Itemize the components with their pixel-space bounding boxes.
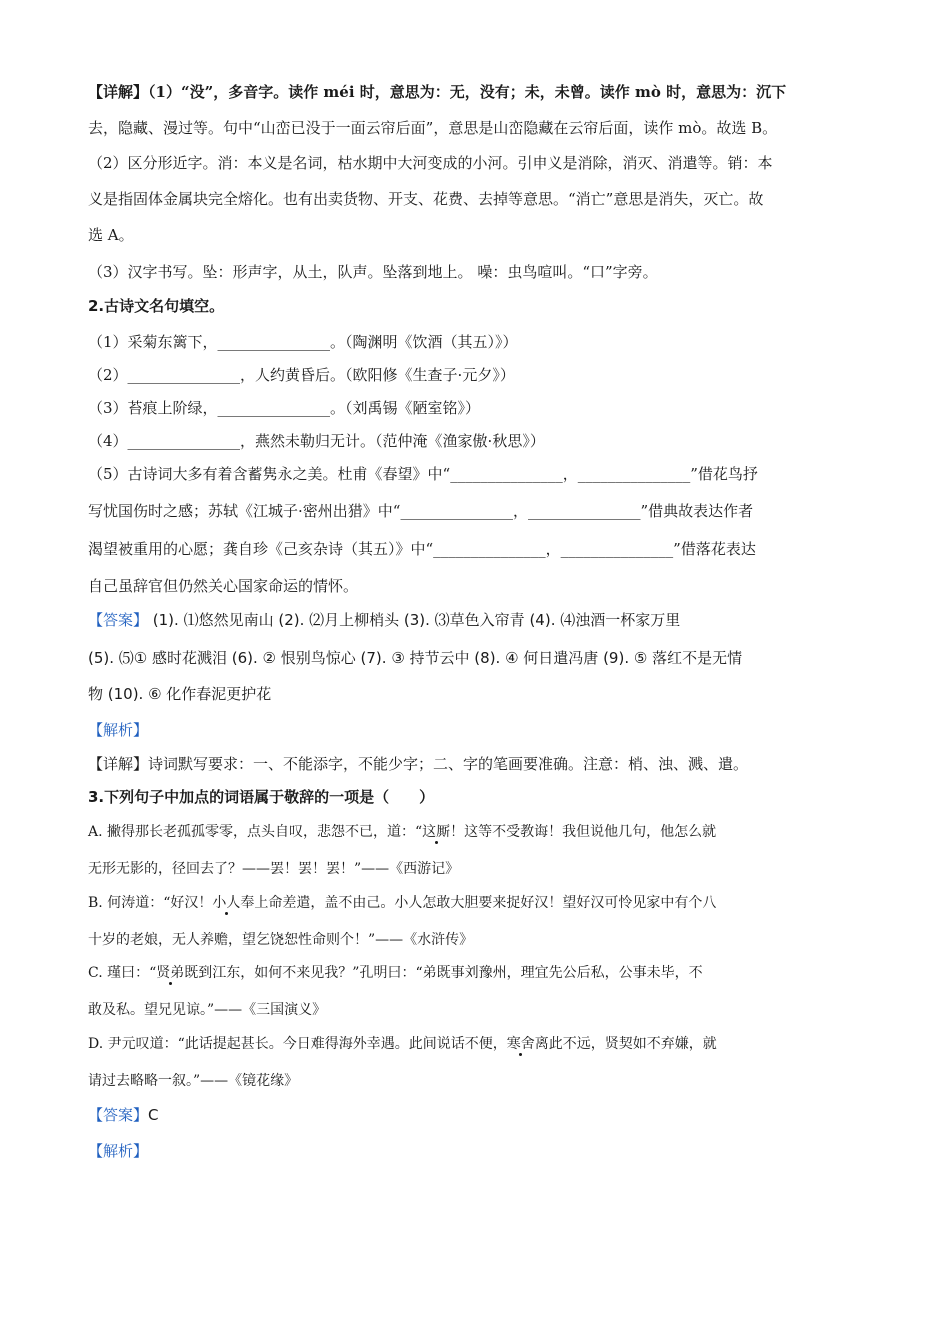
detail-line: 选 A。 [88, 226, 134, 244]
poem-item: （1）采菊东篱下，_______________。（陶渊明《饮酒（其五）》） [88, 333, 518, 351]
detail-line: 义是指固体金属块完全熔化。也有出卖货物、开支、花费、去掉等意思。“消亡”意思是消失，灭亡。故 [88, 190, 764, 208]
option-b-cont: 十岁的老娘，无人养赡，望乞饶恕性命则个！”——《水浒传》 [88, 932, 474, 948]
detail-line: （2）区分形近字。消：本义是名词，枯水期中大河变成的小河。引申义是消除，消灭、消遣等。销：本 [88, 154, 773, 172]
answer-line: (5). ⑸① 感时花溅泪 (6). ② 恨别鸟惊心 (7). ③ 持节云中 (8). ④ 何日遣冯唐 (9). ⑤ 落红不是无情 [88, 649, 743, 667]
option-c: C. 瑾曰：“贤弟既到江东，如何不来见我？”孔明曰：“弟既事刘豫州，理宜先公后私，公事未毕，不 [88, 965, 703, 981]
poem-item: （4）_______________，燕然未勒归无计。（范仲淹《渔家傲·秋思》） [88, 432, 545, 450]
answer-tag: 【答案】 [88, 1106, 149, 1124]
poem-item: 写忧国伤时之感；苏轼《江城子·密州出猎》中“_______________，_______________”借典故表达作者 [88, 502, 754, 520]
poem-item: （3）苔痕上阶绿，_______________。（刘禹锡《陋室铭》） [88, 399, 481, 417]
analysis-tag: 【解析】 [88, 1142, 149, 1160]
poem-item: 自己虽辞官但仍然关心国家命运的情怀。 [88, 577, 359, 595]
poem-item: 渴望被重用的心愿；龚自珍《己亥杂诗（其五）》中“_______________，_______________”借落花表达 [88, 540, 756, 558]
dotted-word: 这厮 [422, 824, 451, 840]
option-a: A. 撇得那长老孤孤零零，点头自叹，悲怨不已，道：“这厮！这等不受教诲！我但说他几句，他怎么就 [88, 824, 717, 840]
option-d: D. 尹元叹道：“此话提起甚长。今日难得海外幸遇。此间说话不便，寒舍离此不远，贤契如不弃嫌，就 [88, 1036, 717, 1052]
answer-line: 【答案】C [88, 1106, 159, 1124]
question-3-title: 3.下列句子中加点的词语属于敬辞的一项是（ ） [88, 788, 435, 806]
poem-item: （5）古诗词大多有着含蓄隽永之美。杜甫《春望》中“_______________，_______________”借花鸟抒 [88, 465, 758, 483]
detail-line: 【详解】诗词默写要求：一、不能添字，不能少字；二、字的笔画要准确。注意：梢、浊、溅、遣。 [88, 755, 749, 773]
detail-line: 去，隐藏、漫过等。句中“山峦已没于一面云帘后面”，意思是山峦隐藏在云帘后面，读作 mò。故选 B。 [88, 119, 778, 137]
option-d-cont: 请过去略略一叙。”——《镜花缘》 [88, 1073, 299, 1089]
answer-tag: 【答案】 [88, 611, 149, 629]
option-a-cont: 无形无影的，径回去了？——罢！罢！罢！”——《西游记》 [88, 861, 460, 877]
option-b: B. 何涛道：“好汉！小人奉上命差遣，盖不由己。小人怎敢大胆要来捉好汉！望好汉可怜见家中有个八 [88, 895, 717, 911]
option-c-cont: 敢及私。望兄见谅。”——《三国演义》 [88, 1002, 327, 1018]
dotted-word: 寒舍 [506, 1036, 535, 1052]
dotted-word: 小人 [212, 895, 241, 911]
question-2-title: 2.古诗文名句填空。 [88, 297, 225, 315]
dotted-word: 贤弟 [156, 965, 185, 981]
poem-item: （2）_______________，人约黄昏后。（欧阳修《生查子·元夕》） [88, 366, 515, 384]
answer-line: 【答案】 (1). ⑴悠然见南山 (2). ⑵月上柳梢头 (3). ⑶草色入帘青 (4). ⑷浊酒一杯家万里 [88, 611, 681, 629]
answer-line: 物 (10). ⑥ 化作春泥更护花 [88, 685, 272, 703]
detail-line: （3）汉字书写。坠：形声字，从土，队声。坠落到地上。 噪：虫鸟喧叫。“口”字旁。 [88, 263, 658, 281]
analysis-tag: 【解析】 [88, 721, 149, 739]
detail-line: 【详解】（1）“没”，多音字。读作 méi 时，意思为：无，没有；未，未曾。读作 mò 时，意思为：沉下 [88, 83, 787, 101]
